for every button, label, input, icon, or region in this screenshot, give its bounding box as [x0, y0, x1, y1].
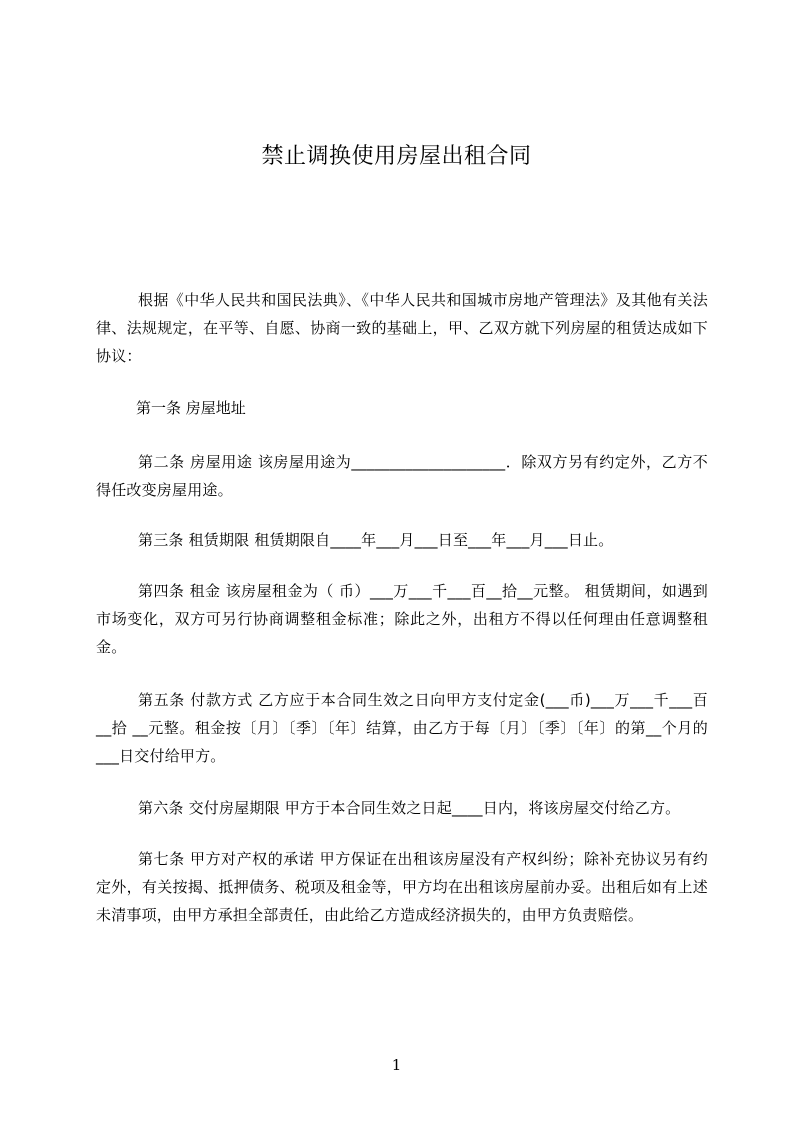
article-3-lease-term: 第三条 租赁期限 租赁期限自____年___月___日至___年___月___日止。	[138, 531, 614, 549]
article-2-house-usage: 第二条 房屋用途 该房屋用途为____________________．除双方另有约定外，乙方不得任改变房屋用途。	[96, 453, 708, 499]
article-5-payment-method: 第五条 付款方式 乙方应于本合同生效之日向甲方支付定金(___币)___万___千___百__拾 __元整。租金按〔月〕〔季〕〔年〕结算，由乙方于每〔月〕〔季〕〔年〕的第__个月的___日交付给甲方。	[96, 691, 708, 765]
article-1-house-address: 第一条 房屋地址	[136, 399, 246, 417]
article-7-property-rights-promise: 第七条 甲方对产权的承诺 甲方保证在出租该房屋没有产权纠纷；除补充协议另有约定外，有关按揭、抵押债务、税项及租金等，甲方均在出租该房屋前办妥。出租后如有上述未清事项，由甲方承担全部责任，由此给乙方造成经济损失的，由甲方负责赔偿。	[96, 850, 708, 924]
page-number: 1	[391, 1056, 402, 1074]
intro-paragraph: 根据《中华人民共和国民法典》、《中华人民共和国城市房地产管理法》及其他有关法律、法规规定，在平等、自愿、协商一致的基础上，甲、乙双方就下列房屋的租赁达成如下协议：	[96, 291, 708, 365]
article-6-delivery-period: 第六条 交付房屋期限 甲方于本合同生效之日起____日内，将该房屋交付给乙方。	[138, 799, 681, 817]
article-4-rent: 第四条 租金 该房屋租金为（ 币）___万___千___百__拾__元整。 租赁期间，如遇到市场变化，双方可另行协商调整租金标准；除此之外，出租方不得以任何理由任意调整租金。	[96, 582, 708, 656]
document-title: 禁止调换使用房屋出租合同	[261, 144, 532, 169]
